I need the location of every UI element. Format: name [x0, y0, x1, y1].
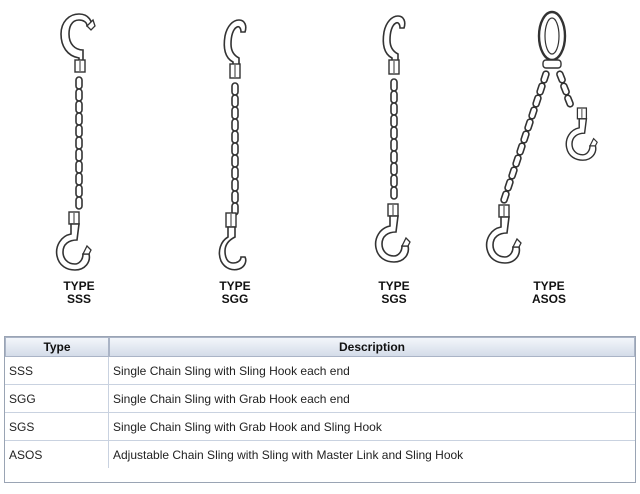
- type-column-header: Type: [5, 337, 109, 357]
- bottom-sling-hook-icon: [57, 212, 91, 270]
- bottom-grab-hook-icon: [219, 213, 245, 270]
- type-cell: SGS: [5, 413, 109, 441]
- description-cell: Single Chain Sling with Grab Hook and Sling Hook: [109, 413, 635, 441]
- figure-sgs: [334, 6, 454, 316]
- sling-types-table: [4, 336, 636, 483]
- sss-sling-drawing: [19, 6, 139, 276]
- chain-icon: [232, 83, 238, 215]
- chain-icon: [391, 79, 397, 199]
- figure-type-label: TYPE: [533, 279, 565, 293]
- top-grab-hook-icon: [383, 16, 404, 74]
- table-row: [5, 357, 635, 385]
- description-cell: Single Chain Sling with Grab Hook each end: [109, 385, 635, 413]
- figure-code: ASOS: [531, 292, 566, 306]
- figure-code: SGS: [381, 292, 407, 306]
- figure-sgg: [175, 6, 295, 316]
- figure-sss: [19, 6, 139, 316]
- sgg-sling-drawing: [175, 6, 295, 276]
- left-chain-icon: [500, 70, 549, 203]
- type-cell: SGG: [5, 385, 109, 413]
- bottom-sling-hook-icon: [487, 205, 521, 263]
- asos-sling-drawing: [489, 6, 609, 276]
- description-cell: Adjustable Chain Sling with Sling with Master Link and Sling Hook: [113, 447, 464, 462]
- table-row: [5, 385, 635, 413]
- bottom-sling-hook-icon: [376, 204, 410, 262]
- chain-icon: [76, 77, 82, 209]
- top-sling-hook-icon: [61, 14, 95, 72]
- table-row: [5, 413, 635, 441]
- top-grab-hook-icon: [224, 20, 245, 78]
- figure-type-label: TYPE: [219, 279, 251, 293]
- figure-asos: [489, 6, 609, 316]
- sgs-sling-drawing: [334, 6, 454, 276]
- type-cell: SSS: [5, 357, 109, 385]
- description-cell: Single Chain Sling with Sling Hook each end: [109, 357, 635, 385]
- table-header-row: [5, 337, 635, 357]
- figure-type-label: TYPE: [378, 279, 410, 293]
- type-cell: ASOS: [5, 441, 109, 468]
- master-link-icon: [539, 12, 565, 68]
- side-sling-hook-icon: [566, 108, 597, 160]
- table-row: [5, 441, 635, 468]
- right-chain-icon: [556, 70, 574, 107]
- figure-type-label: TYPE: [63, 279, 95, 293]
- description-column-header: Description: [109, 337, 635, 357]
- figure-code: SGG: [221, 292, 249, 306]
- figure-code: SSS: [66, 292, 91, 306]
